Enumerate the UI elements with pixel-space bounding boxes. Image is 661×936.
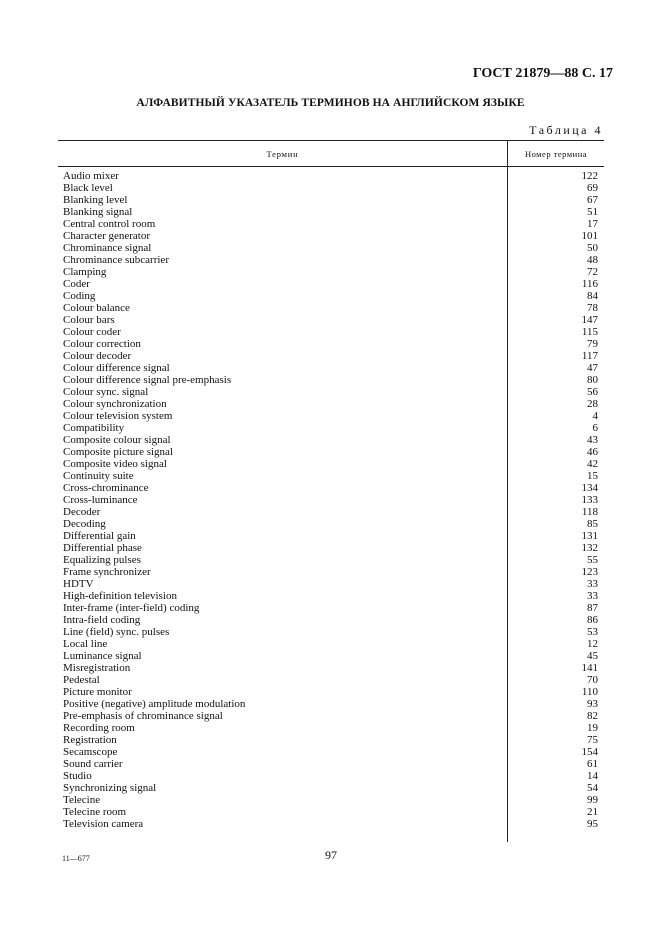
table-row <box>58 782 604 794</box>
table-row <box>58 530 604 542</box>
term-cell: Secamscope <box>63 746 118 758</box>
term-number-cell: 154 <box>581 746 598 758</box>
term-number-cell: 141 <box>581 662 598 674</box>
term-number-cell: 47 <box>587 362 598 374</box>
term-number-cell: 19 <box>587 722 598 734</box>
term-cell: Chrominance signal <box>63 242 152 254</box>
table-row <box>58 398 604 410</box>
term-cell: High-definition television <box>63 590 177 602</box>
table-row <box>58 290 604 302</box>
term-cell: Luminance signal <box>63 650 142 662</box>
table-row <box>58 734 604 746</box>
term-cell: Colour difference signal <box>63 362 170 374</box>
term-cell: Composite colour signal <box>63 434 171 446</box>
term-cell: Decoding <box>63 518 106 530</box>
table-body <box>58 170 604 830</box>
term-cell: Misregistration <box>63 662 131 674</box>
term-number-cell: 78 <box>587 302 598 314</box>
term-cell: Synchronizing signal <box>63 782 157 794</box>
term-number-cell: 33 <box>587 590 598 602</box>
table-row <box>58 326 604 338</box>
term-cell: Registration <box>63 734 117 746</box>
table-row <box>58 794 604 806</box>
term-cell: Chrominance subcarrier <box>63 254 169 266</box>
column-header-number: Номер термина <box>524 149 588 159</box>
term-number-cell: 82 <box>587 710 598 722</box>
term-number-cell: 131 <box>581 530 598 542</box>
page-number: 97 <box>325 848 337 862</box>
table-row <box>58 314 604 326</box>
table-row <box>58 218 604 230</box>
page-title: АЛФАВИТНЫЙ УКАЗАТЕЛЬ ТЕРМИНОВ НА АНГЛИЙСКОМ ЯЗЫКЕ <box>136 97 525 109</box>
table-label: Таблица 4 <box>529 123 603 137</box>
term-cell: Colour sync. signal <box>63 386 149 398</box>
table-row <box>58 230 604 242</box>
table-row <box>58 722 604 734</box>
table-row <box>58 482 604 494</box>
term-cell: Coding <box>63 290 96 302</box>
table-row <box>58 350 604 362</box>
term-number-cell: 93 <box>587 698 598 710</box>
term-cell: Character generator <box>63 230 151 242</box>
term-cell: Composite picture signal <box>63 446 173 458</box>
table-row <box>58 434 604 446</box>
table-row <box>58 746 604 758</box>
term-cell: Clamping <box>63 266 107 278</box>
term-number-cell: 99 <box>587 794 598 806</box>
term-number-cell: 101 <box>581 230 598 242</box>
term-cell: Colour decoder <box>63 350 132 362</box>
term-cell: Coder <box>63 278 90 290</box>
term-cell: Continuity suite <box>63 470 134 482</box>
term-number-cell: 85 <box>587 518 598 530</box>
table-row <box>58 506 604 518</box>
term-cell: Colour difference signal pre-emphasis <box>63 374 232 386</box>
term-cell: Telecine room <box>63 806 127 818</box>
table-row <box>58 686 604 698</box>
term-number-cell: 50 <box>587 242 598 254</box>
term-number-cell: 48 <box>587 254 598 266</box>
table-row <box>58 278 604 290</box>
table-row <box>58 458 604 470</box>
term-number-cell: 42 <box>587 458 598 470</box>
term-cell: Telecine <box>63 794 101 806</box>
term-cell: Colour coder <box>63 326 121 338</box>
term-cell: Differential gain <box>63 530 136 542</box>
term-number-cell: 28 <box>587 398 598 410</box>
term-cell: Central control room <box>63 218 156 230</box>
table-row <box>58 422 604 434</box>
term-cell: Colour television system <box>63 410 173 422</box>
term-number-cell: 69 <box>587 182 598 194</box>
term-cell: Decoder <box>63 506 101 518</box>
table-row <box>58 182 604 194</box>
term-cell: Picture monitor <box>63 686 132 698</box>
term-cell: Line (field) sync. pulses <box>63 626 170 638</box>
term-number-cell: 43 <box>587 434 598 446</box>
table-row <box>58 758 604 770</box>
table-row <box>58 698 604 710</box>
term-cell: Positive (negative) amplitude modulation <box>63 698 246 710</box>
table-header-rule <box>58 166 604 167</box>
table-row <box>58 566 604 578</box>
term-number-cell: 14 <box>587 770 598 782</box>
term-number-cell: 75 <box>587 734 598 746</box>
term-number-cell: 133 <box>581 494 598 506</box>
table-row <box>58 626 604 638</box>
standard-header: ГОСТ 21879—88 С. 17 <box>472 66 613 81</box>
term-number-cell: 132 <box>581 542 598 554</box>
term-number-cell: 21 <box>587 806 598 818</box>
term-cell: Blanking level <box>63 194 128 206</box>
term-number-cell: 55 <box>587 554 598 566</box>
term-cell: Television camera <box>63 818 144 830</box>
term-number-cell: 122 <box>581 170 598 182</box>
table-row <box>58 362 604 374</box>
table-row <box>58 386 604 398</box>
table-row <box>58 542 604 554</box>
table-row <box>58 242 604 254</box>
term-cell: Compatibility <box>63 422 125 434</box>
table-row <box>58 710 604 722</box>
table-row <box>58 662 604 674</box>
term-number-cell: 70 <box>587 674 598 686</box>
term-number-cell: 4 <box>592 410 598 422</box>
table-row <box>58 446 604 458</box>
term-number-cell: 118 <box>581 506 598 518</box>
term-cell: Pedestal <box>63 674 100 686</box>
table-row <box>58 554 604 566</box>
term-cell: Equalizing pulses <box>63 554 141 566</box>
term-cell: HDTV <box>63 578 94 590</box>
term-number-cell: 72 <box>587 266 598 278</box>
term-cell: Cross-luminance <box>63 494 138 506</box>
table-row <box>58 470 604 482</box>
term-cell: Colour synchronization <box>63 398 167 410</box>
term-number-cell: 33 <box>587 578 598 590</box>
term-cell: Composite video signal <box>63 458 167 470</box>
term-number-cell: 51 <box>587 206 598 218</box>
table-row <box>58 374 604 386</box>
table-row <box>58 818 604 830</box>
term-number-cell: 12 <box>587 638 598 650</box>
term-number-cell: 45 <box>587 650 598 662</box>
term-cell: Audio mixer <box>63 170 119 182</box>
term-number-cell: 147 <box>581 314 598 326</box>
table-row <box>58 602 604 614</box>
table-row <box>58 614 604 626</box>
table-row <box>58 170 604 182</box>
term-cell: Differential phase <box>63 542 142 554</box>
table-row <box>58 410 604 422</box>
terms-table <box>58 140 604 842</box>
term-number-cell: 56 <box>587 386 598 398</box>
term-number-cell: 67 <box>587 194 598 206</box>
term-number-cell: 110 <box>581 686 598 698</box>
term-number-cell: 87 <box>587 602 598 614</box>
table-row <box>58 770 604 782</box>
term-number-cell: 86 <box>587 614 598 626</box>
term-cell: Intra-field coding <box>63 614 141 626</box>
term-number-cell: 79 <box>587 338 598 350</box>
table-row <box>58 638 604 650</box>
term-cell: Frame synchronizer <box>63 566 151 578</box>
term-number-cell: 53 <box>587 626 598 638</box>
term-number-cell: 134 <box>581 482 598 494</box>
table-row <box>58 206 604 218</box>
table-row <box>58 518 604 530</box>
table-row <box>58 650 604 662</box>
term-cell: Local line <box>63 638 108 650</box>
term-cell: Colour balance <box>63 302 130 314</box>
table-row <box>58 254 604 266</box>
footer-code: 11—677 <box>62 854 90 863</box>
table-row <box>58 302 604 314</box>
term-number-cell: 116 <box>581 278 598 290</box>
term-number-cell: 115 <box>581 326 598 338</box>
term-number-cell: 17 <box>587 218 598 230</box>
term-number-cell: 54 <box>587 782 598 794</box>
term-number-cell: 61 <box>587 758 598 770</box>
term-number-cell: 95 <box>587 818 598 830</box>
term-cell: Blanking signal <box>63 206 133 218</box>
table-row <box>58 494 604 506</box>
table-row <box>58 266 604 278</box>
term-number-cell: 117 <box>581 350 598 362</box>
column-header-term: Термин <box>266 149 299 159</box>
term-number-cell: 80 <box>587 374 598 386</box>
term-number-cell: 84 <box>587 290 598 302</box>
term-number-cell: 6 <box>592 422 598 434</box>
table-row <box>58 674 604 686</box>
term-cell: Inter-frame (inter-field) coding <box>63 602 200 614</box>
table-row <box>58 194 604 206</box>
table-top-rule <box>58 140 604 141</box>
term-cell: Studio <box>63 770 92 782</box>
term-cell: Colour bars <box>63 314 115 326</box>
term-number-cell: 15 <box>587 470 598 482</box>
table-row <box>58 806 604 818</box>
term-number-cell: 123 <box>581 566 598 578</box>
table-row <box>58 590 604 602</box>
term-cell: Colour correction <box>63 338 141 350</box>
term-cell: Recording room <box>63 722 135 734</box>
table-row <box>58 578 604 590</box>
term-number-cell: 46 <box>587 446 598 458</box>
term-cell: Black level <box>63 182 113 194</box>
table-row <box>58 338 604 350</box>
term-cell: Sound carrier <box>63 758 123 770</box>
term-cell: Cross-chrominance <box>63 482 149 494</box>
term-cell: Pre-emphasis of chrominance signal <box>63 710 223 722</box>
